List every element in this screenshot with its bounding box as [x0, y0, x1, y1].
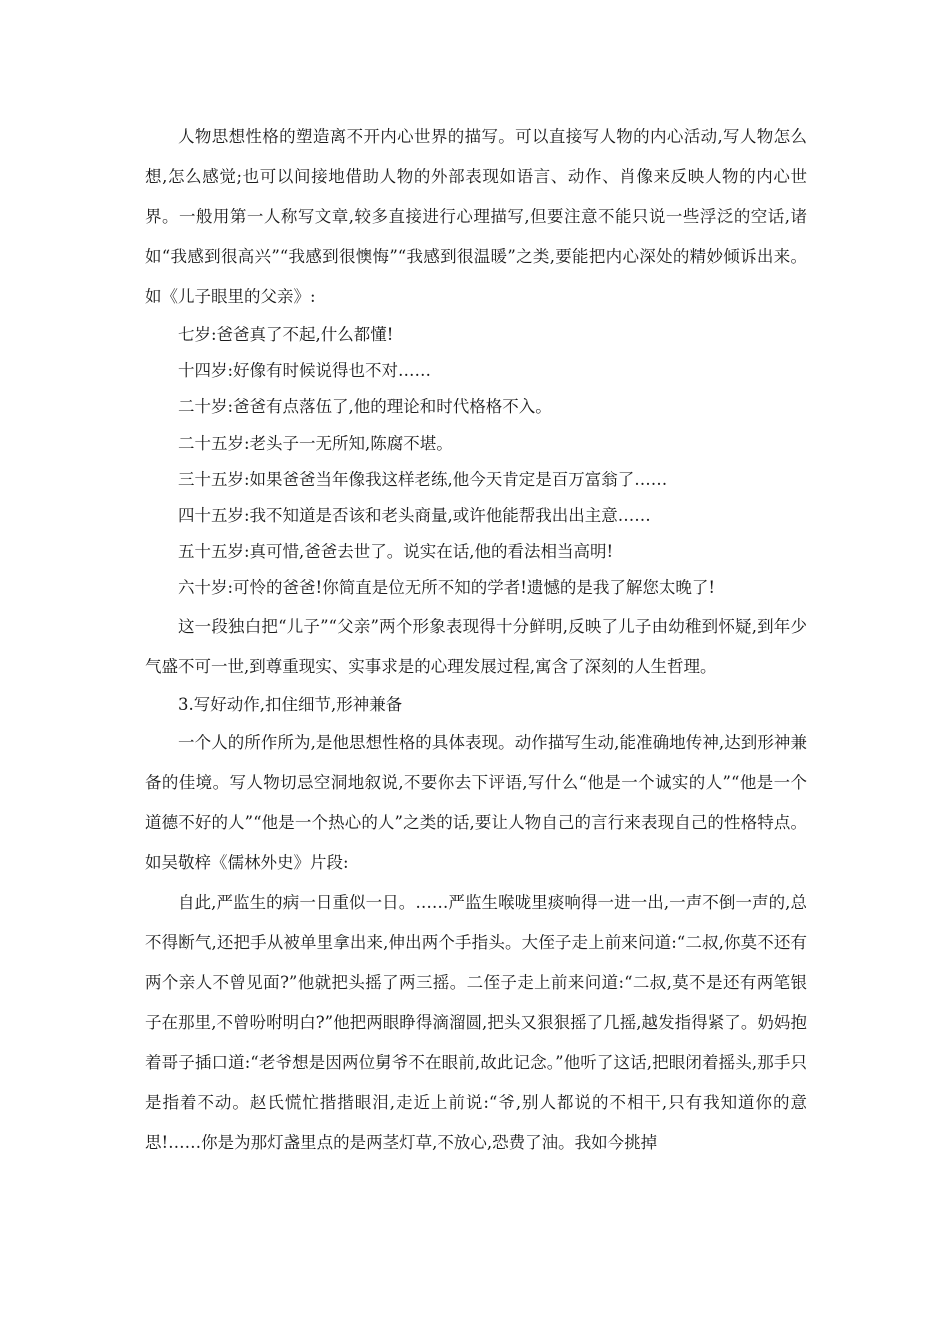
paragraph-action-description: 一个人的所作所为,是他思想性格的具体表现。动作描写生动,能准确地传神,达到形神兼备的佳境。写人物切忌空洞地叙说,不要你去下评语,写什么“他是一个诚实的人”“他是一个道德不好的人”“他是一个热心的人”之类的话,要让人物自己的言行来表现自己的性格特点。如吴敬梓《儒林外史》片段: — [145, 732, 807, 872]
age-line-7: 七岁:爸爸真了不起,什么都懂! — [178, 325, 394, 344]
paragraph-rulin-waishi-excerpt: 自此,严监生的病一日重似一日。……严监生喉咙里痰响得一进一出,一声不倒一声的,总不得断气,还把手从被单里拿出来,伸出两个手指头。大侄子走上前来问道:“二叔,你莫不还有两个亲人不曾见面?”他就把头摇了两三摇。二侄子走上前来问道:“二叔,莫不是还有两笔银子在那里,不曾吩咐明白?”他把两眼睁得滴溜圆,把头又狠狠摇了几摇,越发指得紧了。奶妈抱着哥子插口道:“老爷想是因两位舅爷不在眼前,故此记念。”他听了这话,把眼闭着摇头,那手只是指着不动。赵氏慌忙揩揩眼泪,走近上前说:“爷,别人都说的不相干,只有我知道你的意思!……你是为那灯盏里点的是两茎灯草,不放心,恐费了油。我如今挑掉 — [145, 892, 807, 1152]
age-line-14: 十四岁:好像有时候说得也不对…… — [178, 361, 432, 381]
age-line-45: 四十五岁:我不知道是否该和老头商量,或许他能帮我出出主意…… — [178, 506, 651, 526]
document-page — [145, 117, 807, 1163]
age-line-25: 二十五岁:老头子一无所知,陈腐不堪。 — [178, 433, 453, 453]
age-line-35: 三十五岁:如果爸爸当年像我这样老练,他今天肯定是百万富翁了…… — [178, 469, 668, 489]
paragraph-psychology-intro: 人物思想性格的塑造离不开内心世界的描写。可以直接写人物的内心活动,写人物怎么想,怎么感觉;也可以间接地借助人物的外部表现如语言、动作、肖像来反映人物的内心世界。一般用第一人称写文章,较多直接进行心理描写,但要注意不能只说一些浮泛的空话,诸如“我感到很高兴”“我感到很懊悔”“我感到很温暖”之类,要能把内心深处的精妙倾诉出来。如《儿子眼里的父亲》: — [145, 127, 807, 306]
age-line-60: 六十岁:可怜的爸爸!你简直是位无所不知的学者!遗憾的是我了解您太晚了! — [178, 578, 715, 598]
paragraph-monologue-analysis: 这一段独白把“儿子”“父亲”两个形象表现得十分鲜明,反映了儿子由幼稚到怀疑,到年少气盛不可一世,到尊重现实、实事求是的心理发展过程,寓含了深刻的人生哲理。 — [145, 616, 807, 676]
section-heading-3: 3.写好动作,扣住细节,形神兼备 — [178, 694, 403, 714]
age-line-20: 二十岁:爸爸有点落伍了,他的理论和时代格格不入。 — [178, 397, 552, 417]
age-line-55: 五十五岁:真可惜,爸爸去世了。说实在话,他的看法相当高明! — [178, 542, 614, 562]
